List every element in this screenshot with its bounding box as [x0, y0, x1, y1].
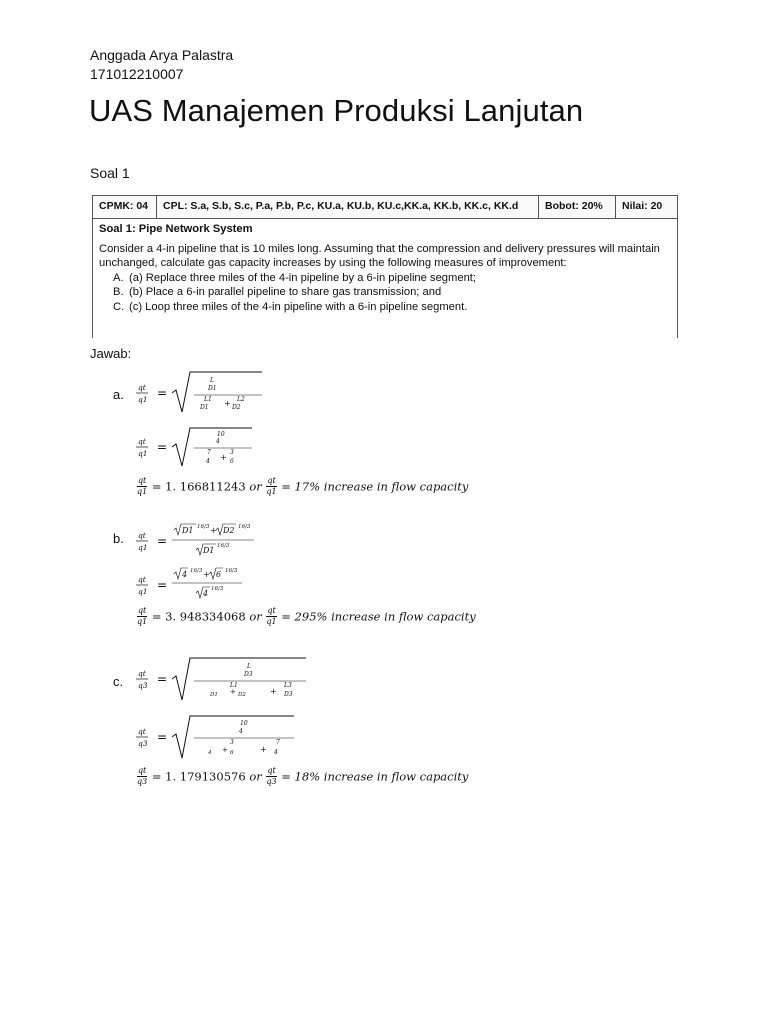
- svg-text:4: 4: [208, 750, 212, 756]
- svg-text:4: 4: [274, 749, 278, 756]
- svg-text:q3: q3: [138, 681, 148, 690]
- svg-text:=: =: [157, 672, 168, 686]
- svg-text:16/3: 16/3: [190, 568, 203, 574]
- jawab-label: Jawab:: [90, 346, 132, 361]
- svg-text:16/3: 16/3: [217, 543, 230, 549]
- question-box: [92, 195, 678, 338]
- svg-text:4: 4: [206, 458, 210, 465]
- svg-text:L1: L1: [230, 682, 238, 689]
- answer-a-label: a.: [113, 387, 124, 402]
- svg-text:7: 7: [207, 449, 211, 456]
- svg-text:D2: D2: [223, 526, 235, 535]
- svg-text:4: 4: [216, 438, 220, 445]
- svg-text:=: =: [157, 440, 168, 454]
- svg-text:=: =: [157, 534, 168, 548]
- svg-text:4: 4: [239, 728, 243, 735]
- svg-text:7: 7: [276, 739, 280, 746]
- formula-a-general: [134, 368, 274, 418]
- svg-text:D2: D2: [232, 404, 241, 411]
- svg-text:16/3: 16/3: [225, 568, 238, 574]
- svg-text:q1: q1: [138, 543, 148, 552]
- cpmk-cell: CPMK: 04: [93, 196, 157, 218]
- svg-text:qt: qt: [138, 575, 146, 584]
- answer-b-label: b.: [113, 531, 124, 546]
- svg-text:D1: D1: [182, 526, 194, 535]
- svg-text:=: =: [157, 730, 168, 744]
- question-intro: Consider a 4-in pipeline that is 10 miles long. Assuming that the compression and delivery pressures will maintain unchanged, calculate gas capacity increases by using the following measures of improvement:: [99, 242, 660, 269]
- svg-text:10: 10: [217, 431, 225, 438]
- svg-text:q1: q1: [138, 449, 148, 458]
- svg-text:q1: q1: [138, 587, 148, 596]
- svg-text:6: 6: [230, 750, 234, 756]
- svg-text:D1: D1: [203, 546, 215, 555]
- svg-text:L2: L2: [237, 396, 245, 403]
- svg-text:L3: L3: [284, 682, 292, 689]
- question-item-b: B. (b) Place a 6-in parallel pipeline to share gas transmission; and: [113, 286, 442, 298]
- nilai-cell: Nilai: 20: [622, 200, 663, 212]
- svg-text:+: +: [210, 526, 217, 535]
- svg-text:10: 10: [240, 720, 248, 727]
- svg-text:+: +: [220, 453, 227, 462]
- svg-text:L1: L1: [204, 396, 212, 403]
- svg-text:qt: qt: [138, 383, 146, 392]
- svg-text:4: 4: [182, 570, 188, 579]
- formula-a-substituted: [134, 424, 274, 472]
- svg-text:+: +: [222, 746, 228, 754]
- svg-text:qt: qt: [138, 531, 146, 540]
- svg-text:L: L: [210, 377, 214, 384]
- svg-text:D1: D1: [200, 404, 209, 411]
- author-block: [90, 46, 233, 84]
- svg-text:q1: q1: [138, 395, 148, 404]
- svg-text:D3: D3: [244, 671, 253, 678]
- question-subtitle: Soal 1: Pipe Network System: [99, 223, 253, 235]
- formula-b-substituted: [134, 563, 254, 605]
- answer-c-label: c.: [113, 674, 124, 689]
- question-item-c: C. (c) Loop three miles of the 4-in pipeline with a 6-in pipeline segment.: [113, 300, 468, 313]
- formula-c-general: [134, 654, 314, 704]
- question-item-a: A. (a) Replace three miles of the 4-in pipeline by a 6-in pipeline segment;: [113, 271, 477, 284]
- answer-a-result: $\frac{qt}{q1}$ = 1. 166811243 or $\frac{qt}{q1}$ = 17% increase in flow capacity: [137, 476, 469, 496]
- svg-text:q3: q3: [138, 739, 148, 748]
- bobot-cell: Bobot: 20%: [539, 196, 616, 218]
- question-items: [99, 271, 671, 315]
- svg-text:3: 3: [230, 449, 234, 456]
- svg-text:D1: D1: [208, 385, 217, 392]
- svg-text:16/3: 16/3: [197, 524, 210, 530]
- svg-text:L: L: [247, 663, 251, 670]
- svg-text:3: 3: [230, 739, 234, 746]
- svg-text:D3: D3: [284, 691, 293, 698]
- svg-text:+: +: [260, 745, 267, 754]
- svg-text:6: 6: [216, 570, 222, 579]
- svg-text:D2: D2: [238, 692, 246, 698]
- page-title: UAS Manajemen Produksi Lanjutan: [89, 93, 584, 128]
- svg-text:+: +: [203, 570, 210, 579]
- svg-text:4: 4: [203, 589, 209, 598]
- answer-b-result: $\frac{qt}{q1}$ = 3. 948334068 or $\frac{qt}{q1}$ = 295% increase in flow capacity: [137, 606, 476, 626]
- author-nim: 171012210007: [90, 66, 184, 82]
- question-body: [93, 219, 677, 317]
- svg-text:=: =: [157, 386, 168, 400]
- question-header-row: [93, 196, 677, 219]
- formula-c-substituted: [134, 712, 304, 762]
- author-name: Anggada Arya Palastra: [90, 47, 234, 63]
- formula-b-general: [134, 518, 264, 560]
- svg-text:+: +: [224, 399, 231, 408]
- svg-text:+: +: [270, 687, 277, 696]
- svg-text:+: +: [230, 688, 236, 696]
- svg-text:qt: qt: [138, 669, 146, 678]
- svg-text:D1: D1: [210, 692, 218, 698]
- svg-text:16/3: 16/3: [238, 524, 251, 530]
- soal-label: Soal 1: [90, 165, 130, 181]
- svg-text:qt: qt: [138, 437, 146, 446]
- svg-text:=: =: [157, 578, 168, 592]
- svg-text:6: 6: [230, 458, 234, 465]
- svg-text:16/3: 16/3: [211, 586, 224, 592]
- cpl-cell: CPL: S.a, S.b, S.c, P.a, P.b, P.c, KU.a, KU.b, KU.c,KK.a, KK.b, KK.c, KK.d: [157, 196, 539, 218]
- svg-text:qt: qt: [138, 727, 146, 736]
- answer-c-result: $\frac{qt}{q3}$ = 1. 179130576 or $\frac{qt}{q3}$ = 18% increase in flow capacity: [137, 766, 469, 786]
